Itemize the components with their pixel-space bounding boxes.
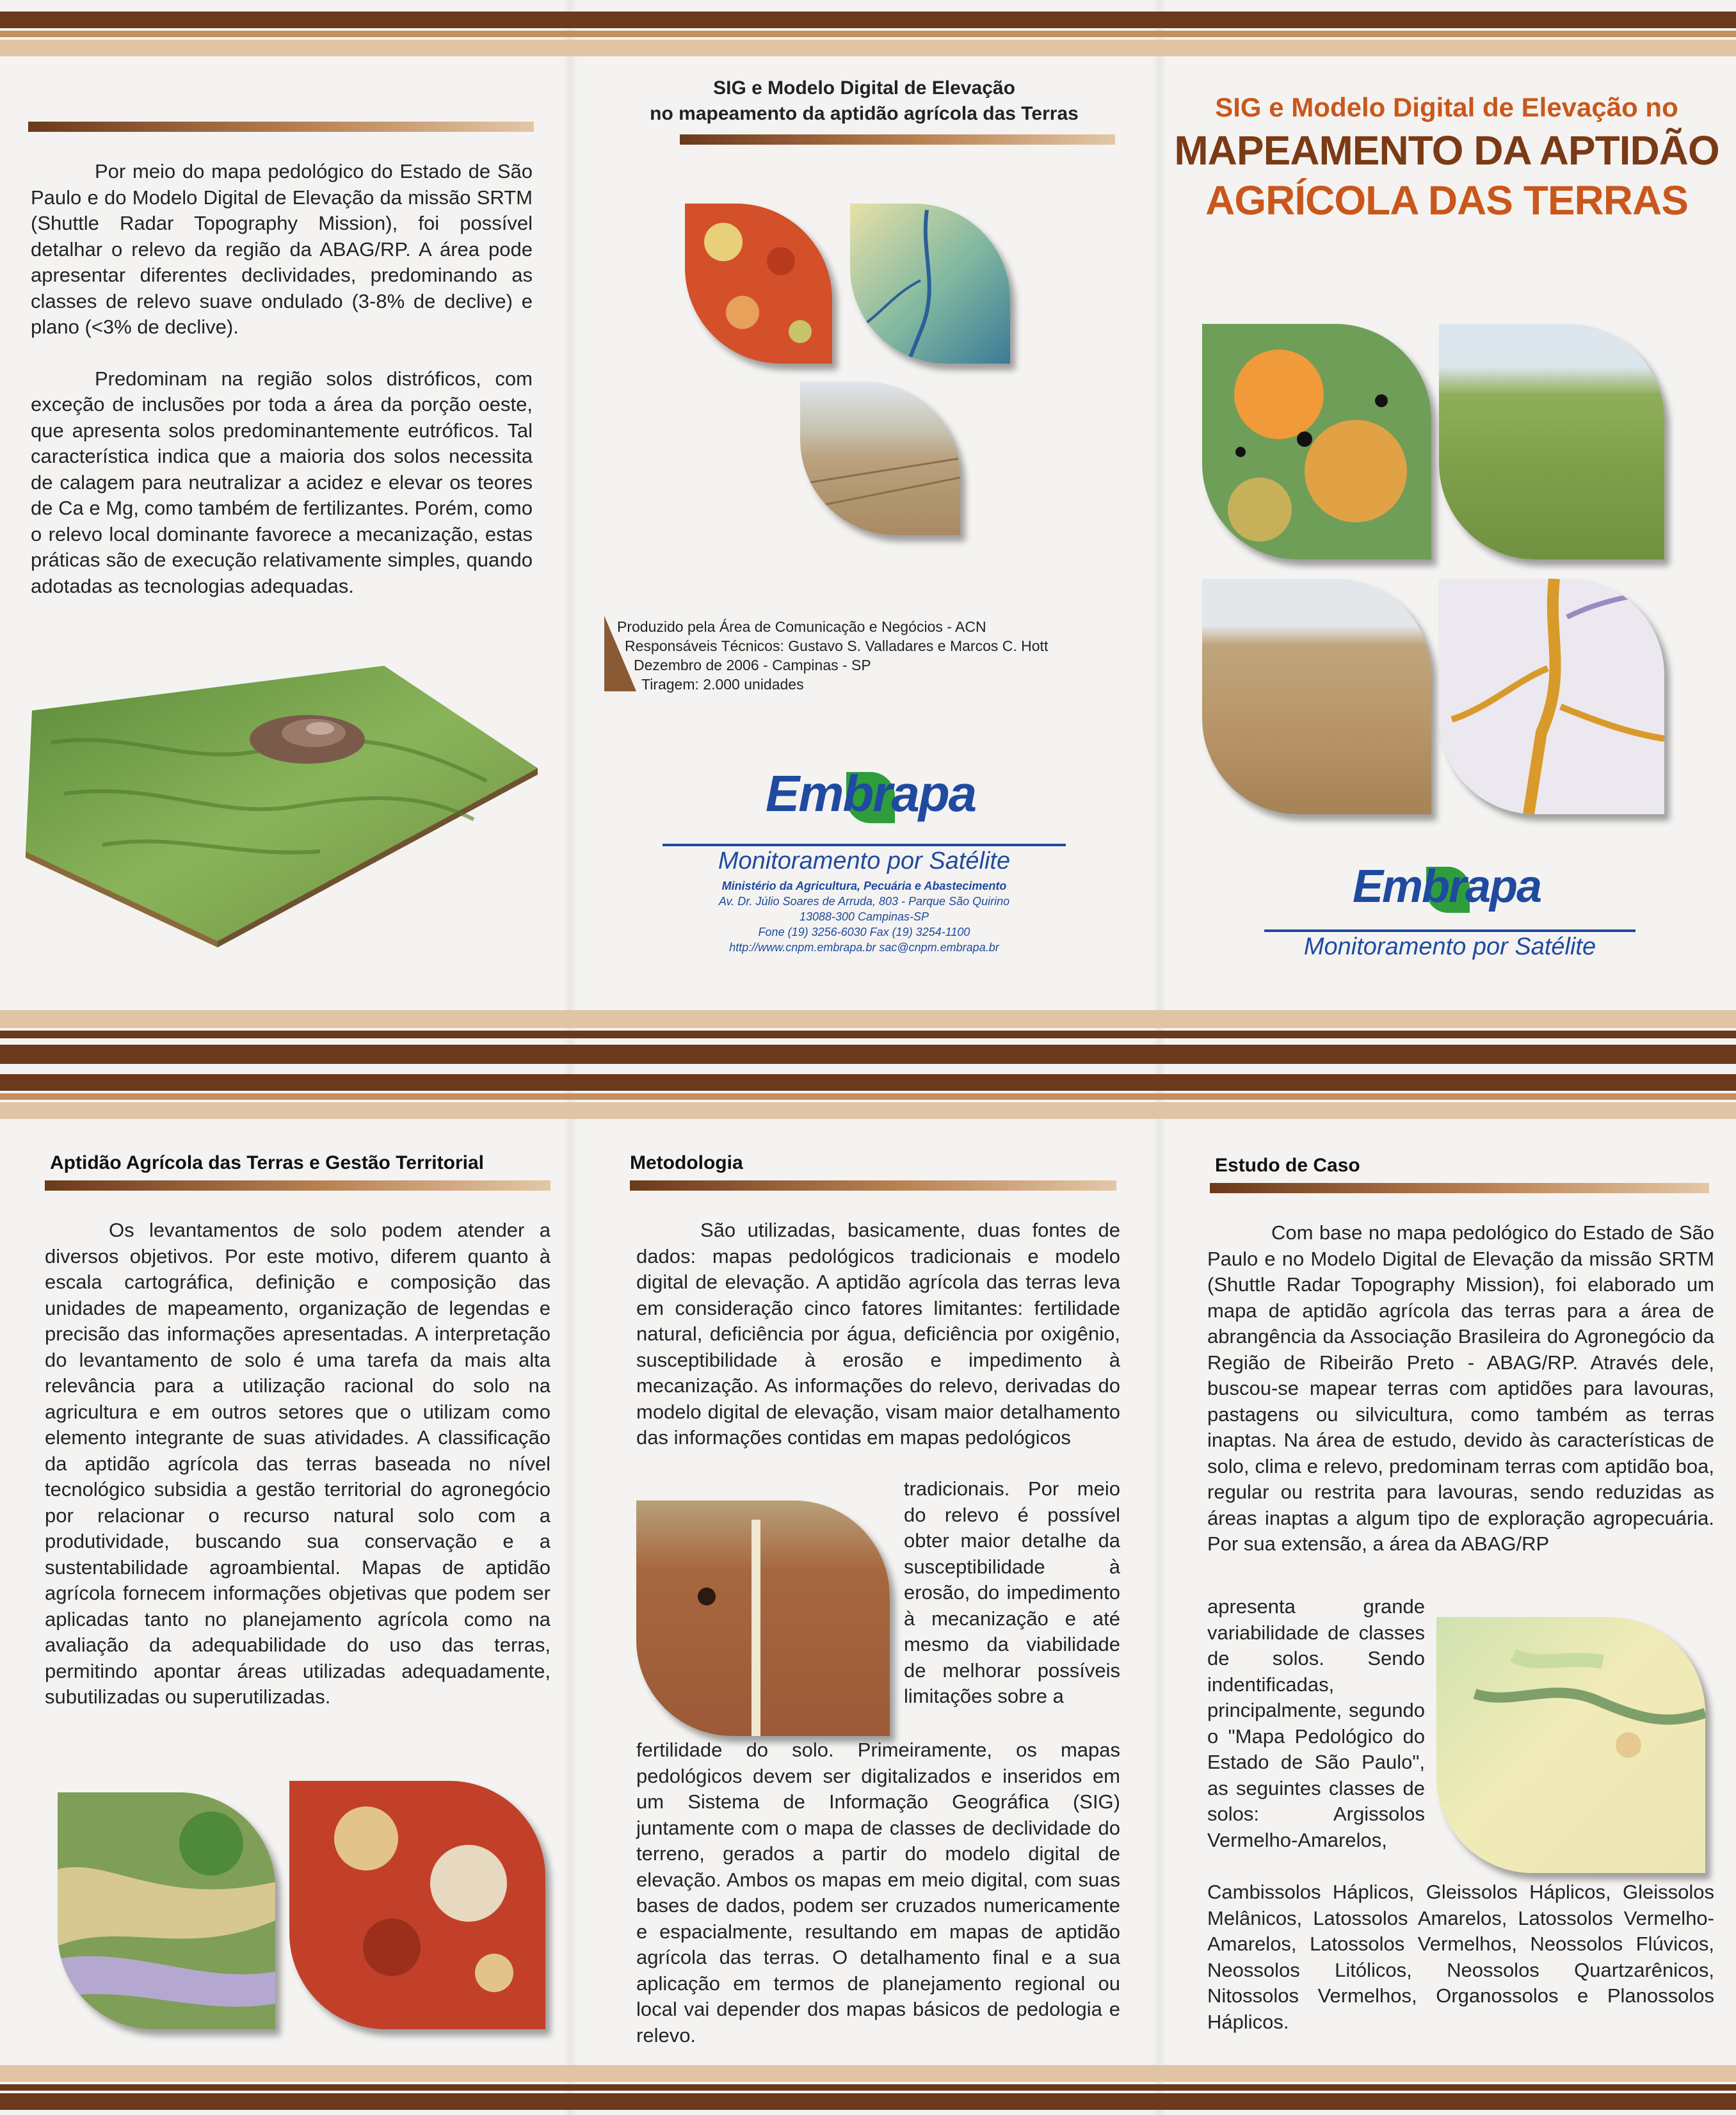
credits-line-1: Produzido pela Área de Comunicação e Negócios - ACN xyxy=(617,618,986,635)
credits-line-3: Dezembro de 2006 - Campinas - SP xyxy=(634,657,871,673)
top-band-light xyxy=(0,40,1736,56)
top-band-tan xyxy=(0,31,1736,37)
section-heading-estudo: Estudo de Caso xyxy=(1215,1155,1360,1176)
terrain-3d-image xyxy=(26,666,538,947)
estudo-side-text xyxy=(1207,1594,1425,1853)
elevation-map-thumb xyxy=(850,204,1010,364)
mid-band-3 xyxy=(0,1045,1736,1064)
section-rule xyxy=(630,1180,1116,1191)
cover-unit-name: Monitoramento por Satélite xyxy=(1303,933,1596,960)
credits-line-4: Tiragem: 2.000 unidades xyxy=(641,676,804,693)
section-heading-aptidao: Aptidão Agrícola das Terras e Gestão Territorial xyxy=(50,1152,484,1173)
sand-photo-thumb xyxy=(1202,579,1431,814)
cover-title-big-2: AGRÍCOLA DAS TERRAS xyxy=(1205,177,1688,223)
drainage-map-thumb xyxy=(1439,579,1664,814)
cover-title-big-1: MAPEAMENTO DA APTIDÃO xyxy=(1174,127,1719,173)
bottom-band-3 xyxy=(0,2093,1736,2110)
metodologia-side-text xyxy=(904,1476,1120,1710)
back-title xyxy=(589,76,1139,127)
section-rule xyxy=(680,134,1115,145)
address-block xyxy=(640,878,1088,955)
credits-line-2: Responsáveis Técnicos: Gustavo S. Valladares e Marcos C. Hott xyxy=(625,638,1049,654)
cover-title xyxy=(1165,90,1728,225)
address-line-2: Av. Dr. Júlio Soares de Arruda, 803 - Parque São Quirino xyxy=(718,895,1010,908)
address-line-4: Fone (19) 3256-6030 Fax (19) 3254-1100 xyxy=(758,926,970,938)
bottom-band-1 xyxy=(0,2065,1736,2082)
section-rule xyxy=(1210,1183,1709,1193)
unit-name: Monitoramento por Satélite xyxy=(718,848,1011,874)
metodologia-paragraph-bottom: fertilidade do solo. Primeiramente, os mapas pedológicos devem ser digitalizados e inseridos em um Sistema de Informação Geográfica (SIG) juntamente com o mapa de classes de declividade do terreno, gerados a partir do modelo digital de elevação. Ambos os mapas em meio digital, com suas bases de dados, podem ser cruzados numericamente e espacialmente, resultando em mapas de aptidão agrícola das terras. O detalhamento final e a sua aplicação em termos de planejamento regional ou local vai depender dos mapas básicos de pedologia e relevo. xyxy=(636,1739,1120,2047)
embrapa-logo-text: Embrapa xyxy=(765,765,976,822)
estudo-top-text xyxy=(1207,1220,1714,1557)
mid-band-5 xyxy=(0,1093,1736,1100)
credits-block xyxy=(617,617,1129,694)
aptitude-map-figure xyxy=(58,1792,275,2029)
metodologia-top-text xyxy=(636,1218,1120,1451)
section-heading-metodologia: Metodologia xyxy=(630,1152,743,1173)
embrapa-logo xyxy=(679,762,1063,826)
aptitude-map-thumb xyxy=(1202,324,1431,559)
address-line-5: http://www.cnpm.embrapa.br sac@cnpm.embrapa.br xyxy=(729,941,999,954)
intro-paragraph-2: Predominam na região solos distróficos, com exceção de inclusões por toda a área da porção oeste, que apresenta solos predominantemente eutróficos. Tal característica indica que a maioria dos solos necessita de calagem para neutralizar a acidez e elevar os teores de Ca e Mg, como também de fertilizantes. Porém, como o relevo local dominante favorece a mecanização, estas práticas são de execução relativamente simples, quando adotadas as tecnologias adequadas. xyxy=(31,367,533,597)
cover-embrapa-logo xyxy=(1255,858,1639,915)
intro-text xyxy=(31,159,533,625)
estudo-paragraph-side: apresenta grande variabilidade de classes de solos. Sendo indentificadas, principalmente, segundo o "Mapa Pedológico do Estado de São Paulo", as seguintes classes de solos: Argissolos Vermelho-Amarelos, xyxy=(1207,1595,1425,1851)
soil-map-figure xyxy=(289,1781,545,2029)
section-rule xyxy=(45,1180,551,1191)
estudo-paragraph-top: Com base no mapa pedológico do Estado de São Paulo e no Modelo Digital de Elevação da missão SRTM (Shuttle Radar Topography Mission), foi elaborado um mapa de aptidão agrícola das terras para a área de abrangência da Associação Brasileira do Agronegócio da Região de Ribeirão Preto - ABAG/RP. Através dele, buscou-se mapear terras com aptidões para lavouras, pastagens ou silvicultura, como também as terras inaptas. Na área de estudo, devido às características de solo, clima e relevo, predominam terras com aptidão boa, regular ou restrita para lavouras, sendo reduzidas as áreas inaptas a algum tipo de exploração agropecuária. Por sua extensão, a área da ABAG/RP xyxy=(1207,1221,1714,1555)
metodologia-paragraph-top: São utilizadas, basicamente, duas fontes de dados: mapas pedológicos tradicionais e modelo digital de elevação. A aptidão agrícola das terras leva em consideração cinco fatores limitantes: fertilidade natural, deficiência por água, deficiência por oxigênio, susceptibilidade à erosão e impedimento à mecanização. As informações do relevo, derivadas do modelo digital de elevação, visam maior detalhamento das informações contidas em mapas pedológicos xyxy=(636,1219,1120,1449)
mid-band-1 xyxy=(0,1010,1736,1028)
estudo-bottom-text xyxy=(1207,1879,1714,2035)
mid-band-6 xyxy=(0,1102,1736,1119)
back-title-line2: no mapeamento da aptidão agrícola das Terras xyxy=(650,103,1079,124)
aptidao-paragraph: Os levantamentos de solo podem atender a diversos objetivos. Por este motivo, diferem quanto à escala cartográfica, definição e composição das unidades de mapeamento, organização de legendas e precisão das informações apresentadas. A interpretação do levantamento de solo é uma tarefa da mais alta relevância para a utilização racional do solo na agricultura e em outros setores que o utilizam como elemento integrante de suas atividades. A classificação da aptidão agrícola das terras baseada no nível tecnológico subsidia a gestão territorial do agronegócio por relacionar o recurso natural solo com a produtividade, buscando sua conservação e a sustentabilidade agroambiental. Mapas de aptidão agrícola fornecem informações objetivas que podem ser aplicadas tanto no planejamento agrícola como na avaliação da adequabilidade do uso das terras, permitindo apontar áreas utilizadas adequadamente, subutilizadas ou superutilizadas. xyxy=(45,1219,551,1708)
bottom-band-2 xyxy=(0,2084,1736,2091)
section-rule xyxy=(28,122,534,132)
intro-paragraph-1: Por meio do mapa pedológico do Estado de São Paulo e do Modelo Digital de Elevação da missão SRTM (Shuttle Radar Topography Mission), foi possível detalhar o relevo da região da ABAG/RP. A área pode apresentar diferentes declividades, predominando as classes de relevo suave ondulado (3-8% de declive) e plano (<3% de declive). xyxy=(31,160,533,338)
pasture-photo-thumb xyxy=(1439,324,1664,559)
cover-title-small: SIG e Modelo Digital de Elevação no xyxy=(1215,92,1678,122)
mid-band-2 xyxy=(0,1031,1736,1038)
estudo-paragraph-bottom: Cambissolos Háplicos, Gleissolos Háplicos, Gleissolos Melânicos, Latossolos Amarelos, Latossolos Vermelho-Amarelos, Latossolos Vermelhos, Neossolos Flúvicos, Neossolos Litólicos, Neossolos Quartzarênicos, Nitossolos Vermelhos, Organossolos e Planossolos Háplicos. xyxy=(1207,1881,1714,2033)
aptidao-text xyxy=(45,1218,551,1736)
soil-map-thumb xyxy=(685,204,832,364)
back-title-line1: SIG e Modelo Digital de Elevação xyxy=(713,77,1015,99)
metodologia-bottom-text xyxy=(636,1737,1120,2048)
address-line-3: 13088-300 Campinas-SP xyxy=(799,910,929,923)
field-photo-thumb xyxy=(800,382,960,535)
address-line-1: Ministério da Agricultura, Pecuária e Abastecimento xyxy=(721,880,1007,892)
top-band-dark xyxy=(0,12,1736,28)
embrapa-logo-text: Embrapa xyxy=(1352,861,1541,912)
metodologia-paragraph-side: tradicionais. Por meio do relevo é possível obter maior detalhe da susceptibilidade à erosão, do impedimento à mecanização e até mesmo da viabilidade de melhorar possíveis limitações sobre a xyxy=(904,1477,1120,1707)
mid-band-4 xyxy=(0,1074,1736,1091)
aptitude-result-map xyxy=(1436,1617,1705,1873)
soil-profile-photo xyxy=(636,1500,890,1736)
